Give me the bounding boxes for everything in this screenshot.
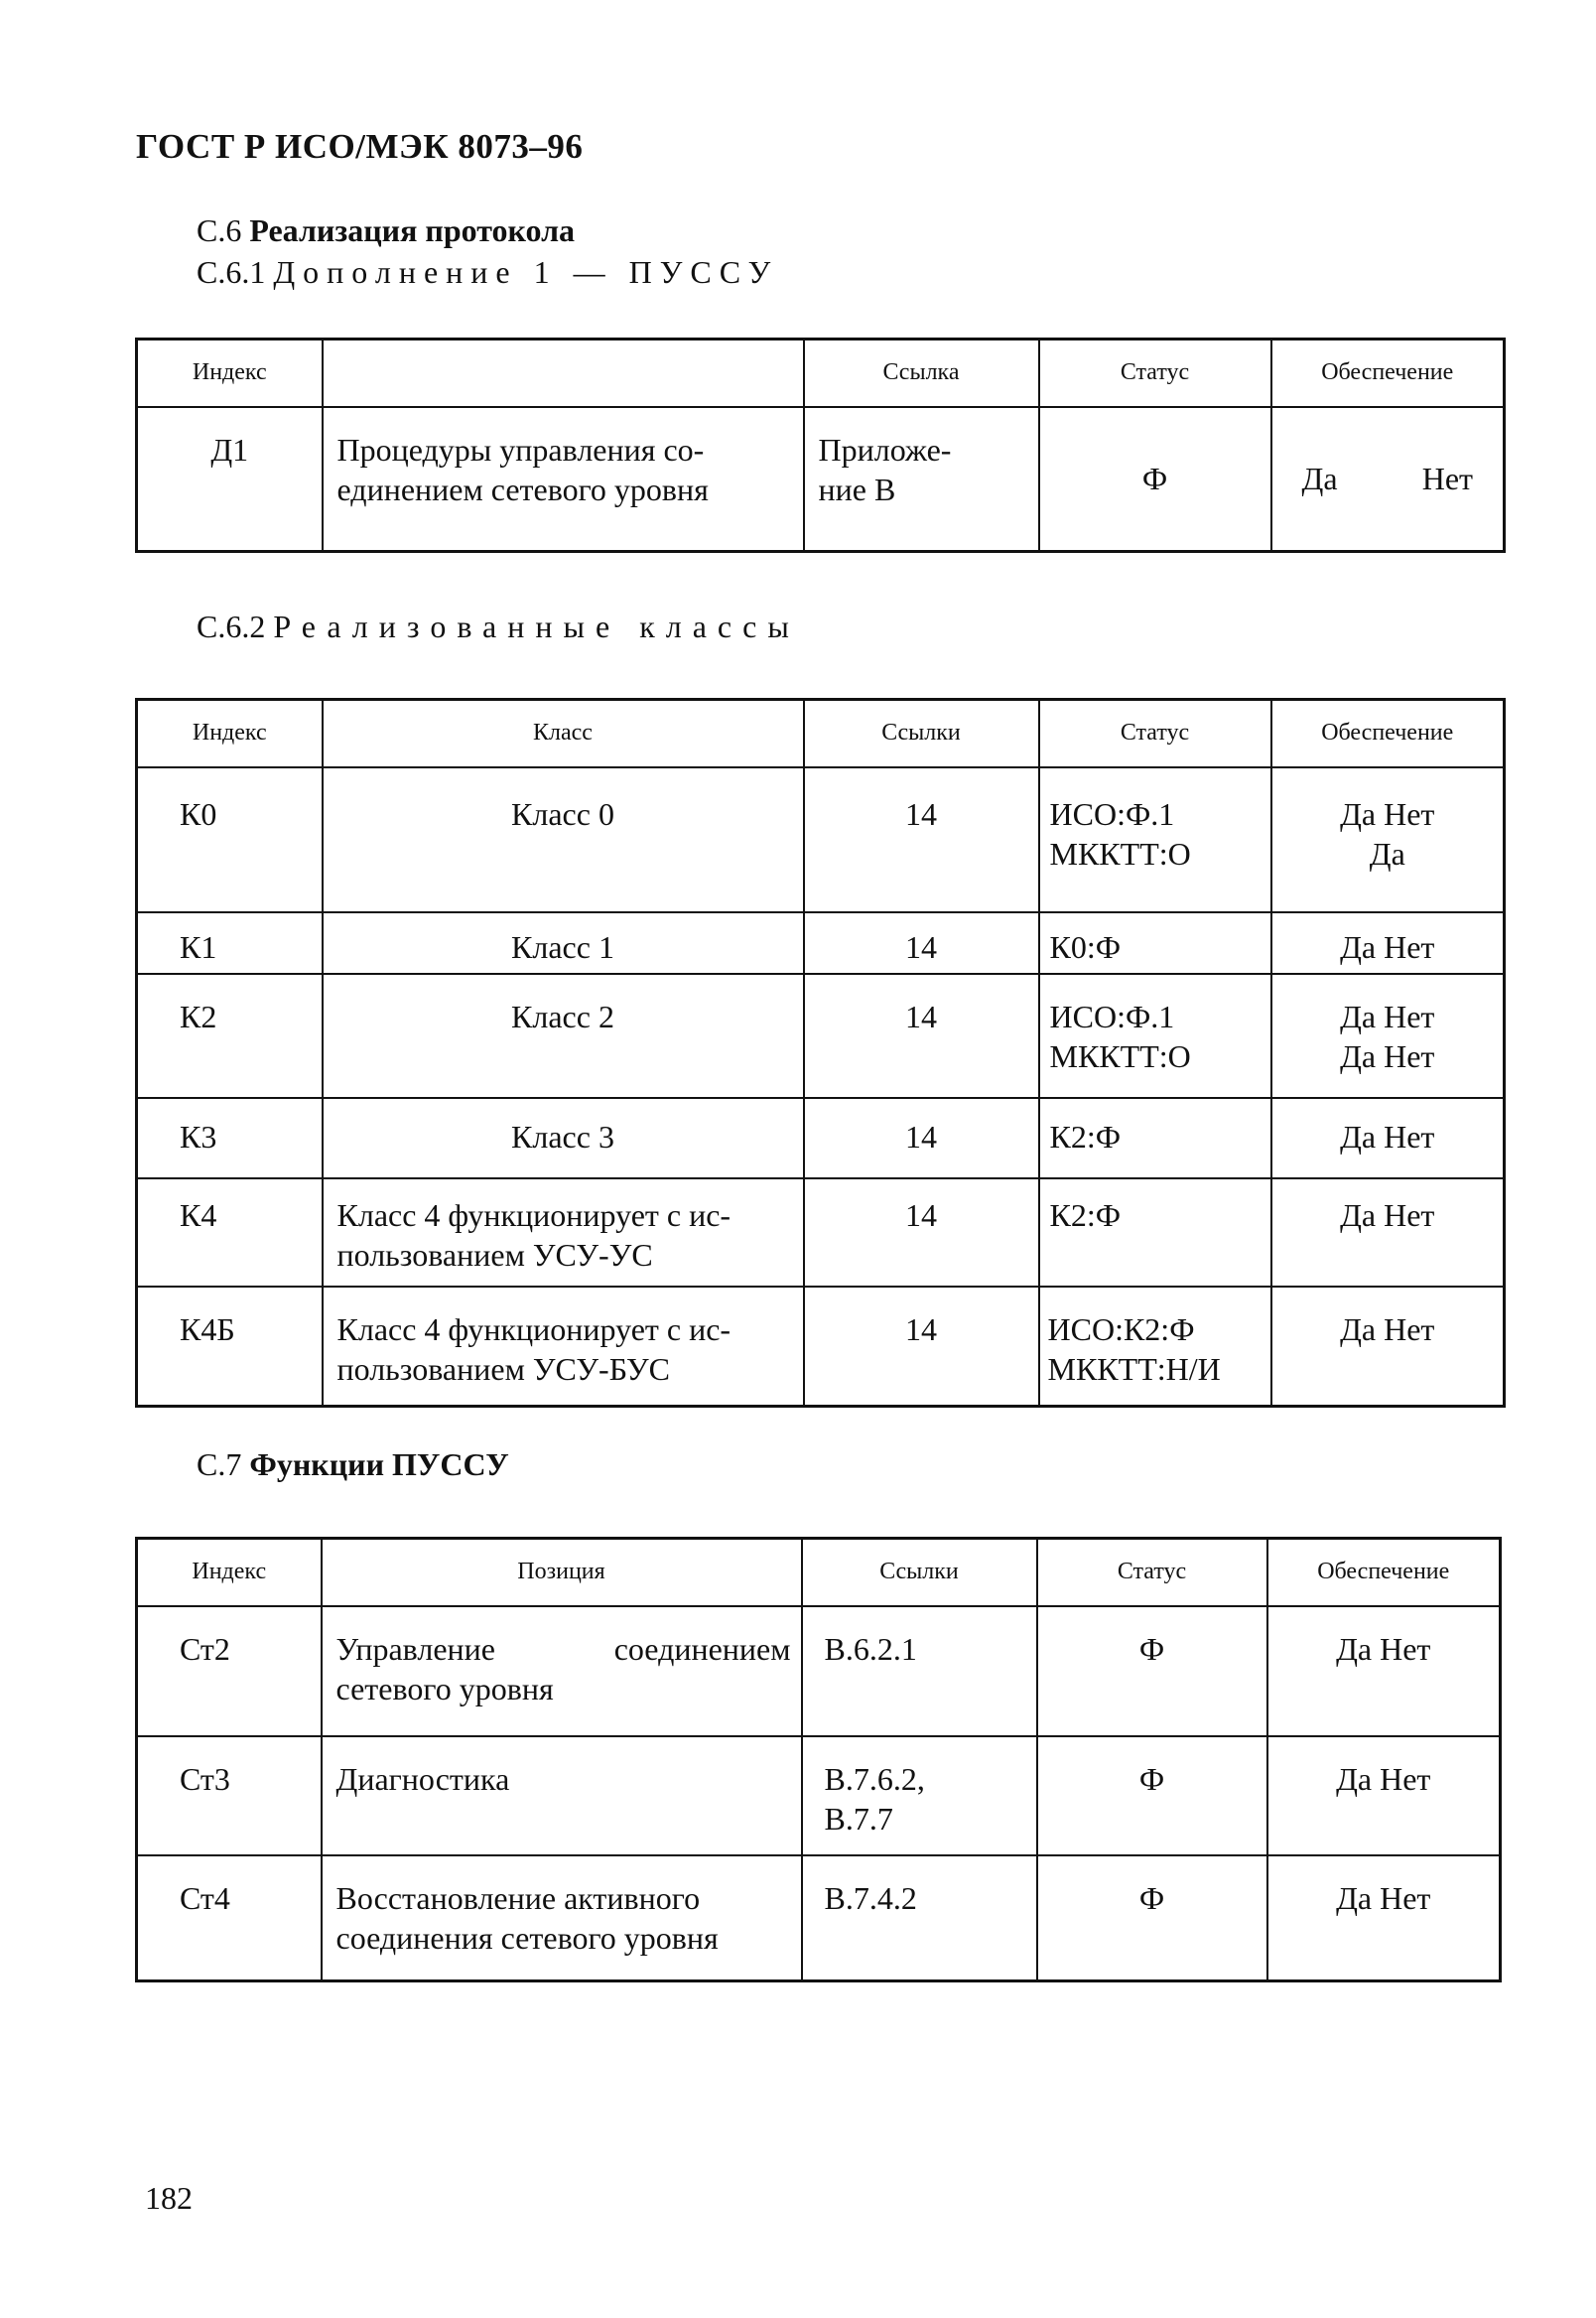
cell-position: Диагностика [322, 1736, 802, 1855]
cell-index: К0 [137, 767, 323, 912]
column-header: Класс [323, 700, 804, 767]
column-header: Обеспечение [1271, 700, 1505, 767]
text-line: В.7.7 [824, 1800, 893, 1837]
cell-reference [804, 407, 1039, 552]
cell-provision: Да Нет [1271, 912, 1505, 974]
table-functions [135, 1537, 1502, 1982]
text-line: пользованием УСУ-УС [336, 1236, 653, 1273]
column-header: Статус [1037, 1539, 1267, 1606]
cell-index: К4 [137, 1178, 323, 1287]
table-header-row [137, 1539, 1501, 1606]
cell-index: Ст3 [137, 1736, 322, 1855]
text-line: ИСО:Ф.1 [1049, 998, 1175, 1034]
cell-reference: 14 [804, 1178, 1039, 1287]
page-number: 182 [145, 2180, 193, 2216]
column-header: Ссылки [802, 1539, 1037, 1606]
cell-provision: Да Нет [1267, 1606, 1501, 1736]
column-header: Статус [1039, 700, 1271, 767]
table-row [137, 767, 1505, 912]
column-header: Обеспечение [1267, 1539, 1501, 1606]
section-heading: Реализация протокола [249, 212, 576, 248]
section-number: С.6 [197, 212, 242, 248]
text-line: Управление соединением [335, 1630, 791, 1667]
text-line: соединения сетевого уровня [335, 1919, 719, 1956]
section-heading: Реализованные классы [273, 609, 800, 644]
text-line: Да [1369, 835, 1405, 872]
cell-reference: 14 [804, 767, 1039, 912]
text-line: В.7.6.2, [824, 1760, 925, 1797]
table-row [137, 912, 1505, 974]
column-header: Обеспечение [1271, 340, 1505, 407]
section-heading: Функции ПУССУ [249, 1446, 509, 1482]
cell-provision [1271, 407, 1505, 552]
option-no: Нет [1421, 461, 1473, 497]
column-header: Позиция [322, 1539, 802, 1606]
column-header: Индекс [137, 700, 323, 767]
table-row [137, 1606, 1501, 1736]
cell-provision: Да Нет [1271, 1178, 1505, 1287]
section-c61-title [197, 254, 778, 291]
table-row [137, 1178, 1505, 1287]
section-c7-title [197, 1446, 509, 1483]
text-line: Класс 4 функционирует с ис- [336, 1310, 732, 1347]
cell-status: Ф [1037, 1606, 1267, 1736]
text-line: Приложе- [818, 431, 952, 468]
cell-provision: Да Нет [1267, 1736, 1501, 1855]
section-number: С.6.1 [197, 254, 266, 290]
column-header [323, 340, 804, 407]
cell-index: К2 [137, 974, 323, 1098]
option-yes: Да [1301, 461, 1338, 497]
cell-description [323, 407, 804, 552]
text-line: ИСО:К2:Ф [1047, 1310, 1195, 1347]
cell-status [1039, 1287, 1271, 1407]
table-row [137, 1855, 1501, 1981]
cell-index: Ст2 [137, 1606, 322, 1736]
text-line: пользованием УСУ-БУС [336, 1350, 670, 1387]
table-row [137, 407, 1505, 552]
table-row [137, 974, 1505, 1098]
cell-class: Класс 1 [323, 912, 804, 974]
text-line: сетевого уровня [335, 1670, 554, 1706]
cell-class: Класс 0 [323, 767, 804, 912]
table-header-row [137, 340, 1505, 407]
text-line: ние В [818, 471, 896, 507]
cell-provision: Да Нет [1267, 1855, 1501, 1981]
table-classes [135, 698, 1506, 1408]
section-c6-title [197, 212, 575, 249]
cell-index: К3 [137, 1098, 323, 1178]
table-row [137, 1736, 1501, 1855]
cell-provision: Да Нет [1271, 1287, 1505, 1407]
section-c62-title [197, 609, 800, 645]
cell-index: К1 [137, 912, 323, 974]
cell-reference: 14 [804, 974, 1039, 1098]
text-line: Да Нет [1340, 1037, 1435, 1074]
text-line: Класс 4 функционирует с ис- [336, 1196, 732, 1233]
cell-status: Ф [1037, 1736, 1267, 1855]
cell-reference: 14 [804, 1287, 1039, 1407]
cell-class [323, 1287, 804, 1407]
cell-class: Класс 3 [323, 1098, 804, 1178]
table-header-row [137, 700, 1505, 767]
text-line: МККТТ:О [1049, 835, 1191, 872]
cell-reference [802, 1736, 1037, 1855]
text-line: МККТТ:Н/И [1047, 1350, 1221, 1387]
text-line: Процедуры управления со- [336, 431, 705, 468]
document-header: ГОСТ Р ИСО/МЭК 8073–96 [136, 127, 584, 166]
cell-index: Д1 [137, 407, 323, 552]
cell-index: К4Б [137, 1287, 323, 1407]
text-line: Восстановление активного [335, 1879, 701, 1916]
cell-reference: В.6.2.1 [802, 1606, 1037, 1736]
column-header: Индекс [137, 340, 323, 407]
table-row [137, 1287, 1505, 1407]
cell-position [322, 1855, 802, 1981]
cell-reference: 14 [804, 1098, 1039, 1178]
section-number: С.6.2 [197, 609, 266, 644]
cell-status [1039, 974, 1271, 1098]
cell-status [1039, 767, 1271, 912]
cell-status: Ф [1037, 1855, 1267, 1981]
text-line: Да Нет [1340, 998, 1435, 1034]
cell-provision [1271, 767, 1505, 912]
cell-reference: 14 [804, 912, 1039, 974]
cell-status: К2:Ф [1039, 1178, 1271, 1287]
cell-reference: В.7.4.2 [802, 1855, 1037, 1981]
table-row [137, 1098, 1505, 1178]
cell-class [323, 1178, 804, 1287]
text-line: единением сетевого уровня [336, 471, 709, 507]
section-heading: Дополнение 1 — ПУССУ [273, 254, 779, 290]
table-supplement [135, 338, 1506, 553]
section-number: С.7 [197, 1446, 242, 1482]
cell-status: К2:Ф [1039, 1098, 1271, 1178]
column-header: Индекс [137, 1539, 322, 1606]
text-line: ИСО:Ф.1 [1049, 795, 1175, 832]
cell-provision [1271, 974, 1505, 1098]
column-header: Ссылка [804, 340, 1039, 407]
cell-status: Ф [1039, 407, 1271, 552]
cell-provision: Да Нет [1271, 1098, 1505, 1178]
yes-no-options [1272, 459, 1504, 498]
cell-class: Класс 2 [323, 974, 804, 1098]
text-line: МККТТ:О [1049, 1037, 1191, 1074]
cell-position [322, 1606, 802, 1736]
cell-index: Ст4 [137, 1855, 322, 1981]
text-line: Да Нет [1340, 795, 1435, 832]
column-header: Ссылки [804, 700, 1039, 767]
column-header: Статус [1039, 340, 1271, 407]
cell-status: К0:Ф [1039, 912, 1271, 974]
